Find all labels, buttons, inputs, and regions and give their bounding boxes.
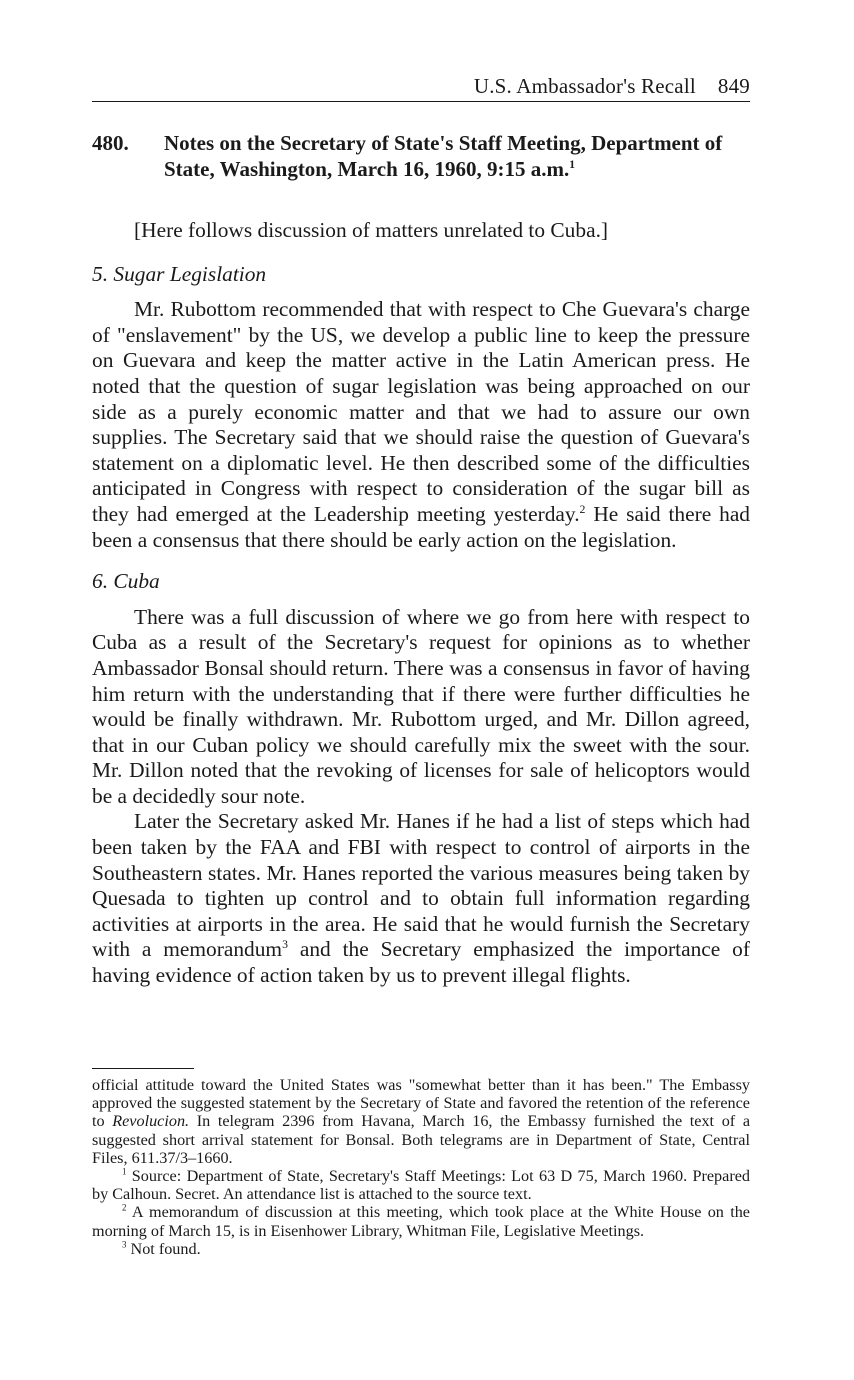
paragraph-text: He said there had been a consensus that there should be early action on the legislation. [92, 501, 751, 552]
footnote-2 [92, 1203, 750, 1239]
footnote-marker: 3 [122, 1239, 127, 1250]
footnote-ref-1: 1 [569, 159, 576, 171]
paragraph-text: Mr. Rubottom recommended that with respect to Che Guevara's charge of "enslavement" by the US, we develop a public line to keep the pressure on Guevara and keep the matter active in the Latin American press. He noted that the question of sugar legislation was being approached on our side as a purely economic matter and that we had to assure our own supplies. The Secretary said that we should raise the question of Guevara's statement on a diplomatic level. He then described some of the difficulties anticipated in Congress with respect to consideration of the sugar bill as they had emerged at the Leadership meeting yesterday. [92, 297, 750, 526]
paragraph-text: and the Secretary emphasized the importance of having evidence of action taken by us to prevent illegal flights. [92, 937, 750, 988]
footnote-rule [92, 1068, 194, 1069]
footnote-text: In telegram 2396 from Havana, March 16, the Embassy furnished the text of a suggested short arrival statement for Bonsal. Both telegrams are in Department of State, Central Files, 611.37/3–1660. [92, 1112, 751, 1167]
footnote-3 [92, 1240, 750, 1258]
footnote-ref-2: 2 [579, 502, 586, 516]
document-title [164, 130, 750, 182]
running-head-title: U.S. Ambassador's Recall [473, 74, 696, 98]
footnote-text: official attitude toward the United States was "somewhat better than it has been." The Embassy approved the suggested statement by the Secretary of State and favored the retention of the reference to [92, 1076, 750, 1131]
footnote-text: A memorandum of discussion at this meeting, which took place at the White House on the morning of March 15, is in Eisenhower Library, Whitman File, Legislative Meetings. [92, 1203, 750, 1240]
footnotes [92, 1076, 750, 1258]
editorial-note: [Here follows discussion of matters unrelated to Cuba.] [134, 218, 609, 242]
page-number: 849 [717, 74, 750, 98]
footnote-marker: 1 [122, 1166, 127, 1177]
section-heading-sugar-legislation: 5. Sugar Legislation [92, 261, 267, 286]
running-head [474, 74, 750, 99]
document-heading [92, 130, 750, 182]
document-number: 480. [92, 131, 129, 155]
footnote-ref-3: 3 [282, 938, 288, 952]
document-body [92, 218, 750, 989]
paragraph-cuba-discussion: There was a full discussion of where we go from here with respect to Cuba as a result of the Secretary's request for opinions as to whether Ambassador Bonsal should return. There was a consensus in favor of having him return with the understanding that if there were further difficulties he would be finally withdrawn. Mr. Rubottom urged, and Mr. Dillon agreed, that in our Cuban policy we should carefully mix the sweet with the sour. Mr. Dillon noted that the revoking of licenses for sale of helicoptors would be a decidedly sour note. [92, 604, 750, 808]
document-title-text: Notes on the Secretary of State's Staff Meeting, Department of State, Washington, March 16, 1960, 9:15 a.m. [164, 131, 723, 181]
footnote-1 [92, 1167, 750, 1203]
section-heading-cuba: 6. Cuba [92, 569, 160, 594]
footnote-text: Not found. [130, 1239, 201, 1258]
paragraph-text: Later the Secretary asked Mr. Hanes if he had a list of steps which had been taken by the FAA and FBI with respect to control of airports in the Southeastern states. Mr. Hanes reported the various measures being taken by Quesada to tighten up control and to obtain full information regarding activities at airports in the area. He said that he would furnish the Secretary with a memorandum [92, 809, 750, 962]
paragraph-sugar-legislation [92, 297, 750, 553]
footnote-marker: 2 [122, 1203, 127, 1214]
footnote-continued [92, 1076, 750, 1167]
header-rule [92, 101, 750, 102]
footnote-italic-text: Revolucion. [112, 1112, 190, 1131]
footnote-text: Source: Department of State, Secretary's Staff Meetings: Lot 63 D 75, March 1960. Prepared by Calhoun. Secret. An attendance list is attached to the source text. [92, 1167, 750, 1204]
paragraph-cuba-airports [92, 809, 750, 988]
